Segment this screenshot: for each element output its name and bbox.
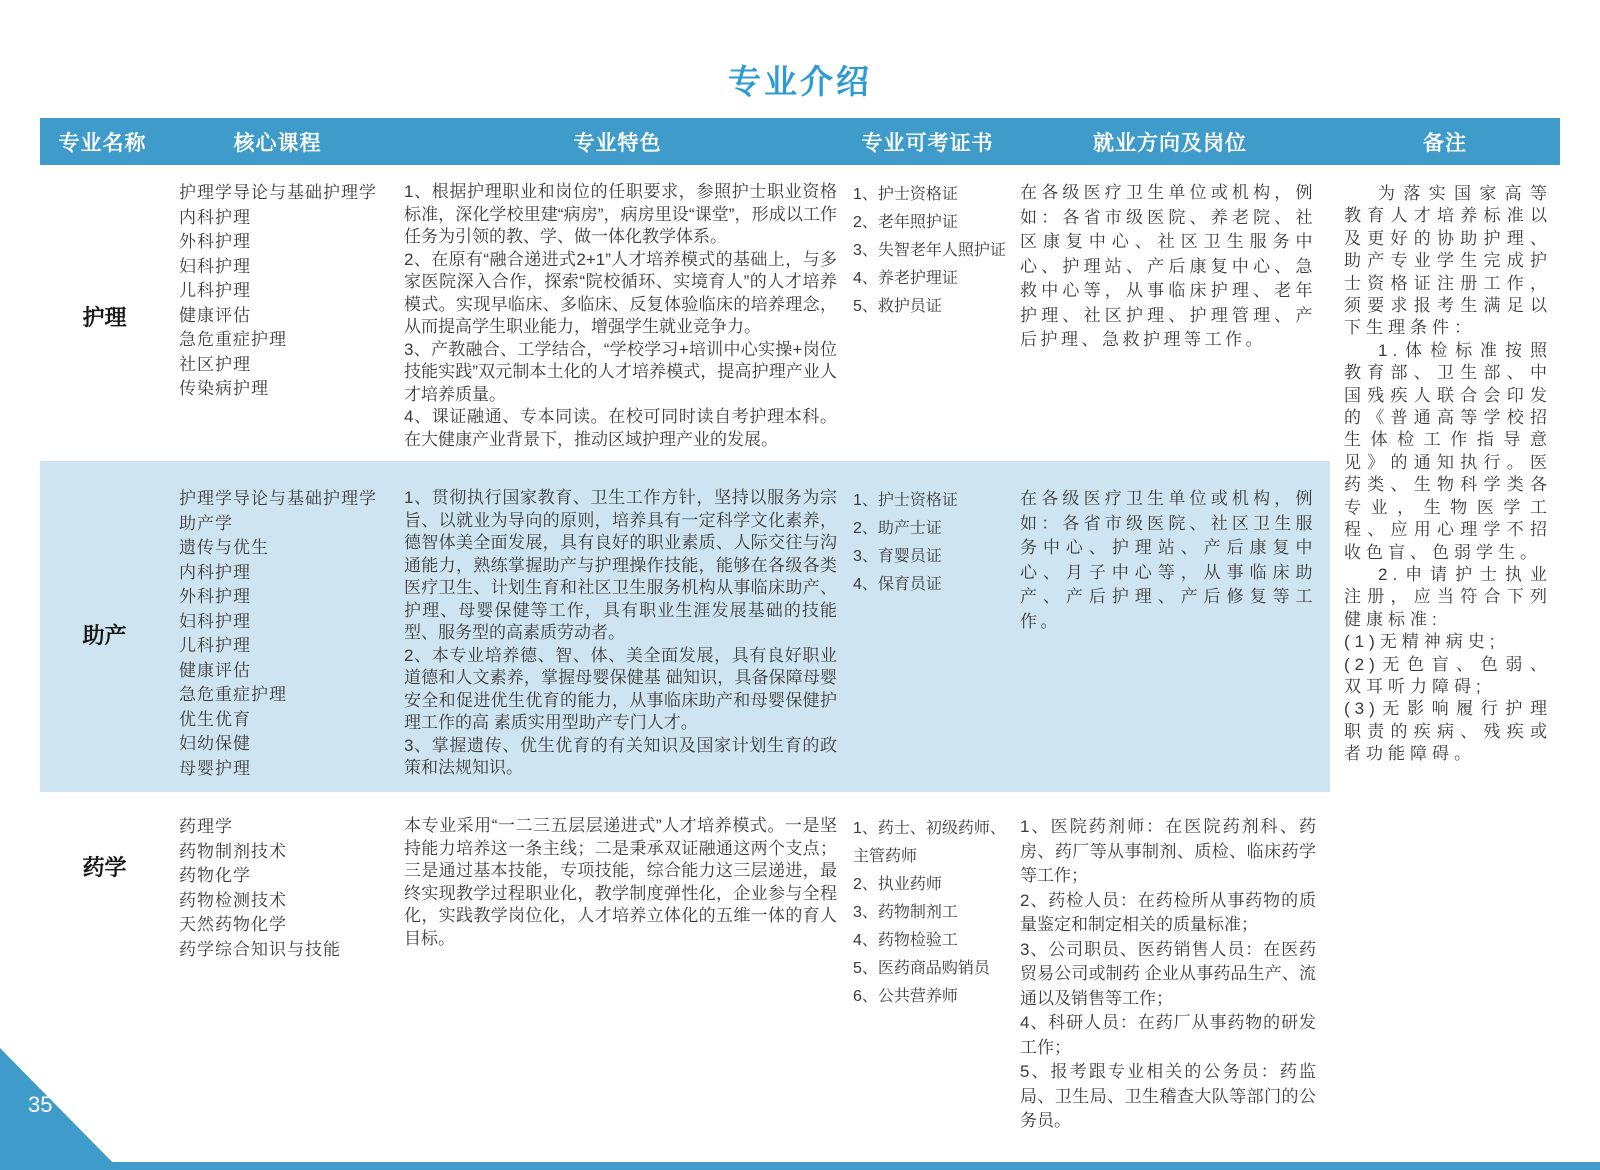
cell-pharmacy-features (390, 799, 845, 1144)
remark-paragraph: 为落实国家高等教育人才培养标准以及更好的协助护理、助产专业学生完成护士资格证注册工作，须要求报考生满足以下生理条件： (1344, 184, 1552, 338)
remark-paragraph: 1.体检标准按照教育部、卫生部、中国残疾人联合会印发的《普通高等学校招生体检工作指导意见》的通知执行。医药类、生物科学类各专业，生物医学工程、应用心理学不招收色盲、色弱学生。 (1344, 340, 1552, 562)
text-line: 儿科护理 (179, 281, 251, 300)
text-line: 3、公司职员、医药销售人员：在医药贸易公司或制药 企业从事药品生产、流通以及销售等工作； (1020, 939, 1316, 1008)
major-name-midwifery: 助产 (40, 461, 165, 799)
page-title: 专业介绍 (728, 63, 872, 100)
major-name-nursing: 护理 (40, 165, 165, 461)
text-line: 药理学 (179, 817, 233, 836)
text-line: 3、产教融合、工学结合，“学校学习+培训中心实操+岗位技能实践”双元制本土化的人才培养模式，提高护理产业人才培养质量。 (404, 339, 837, 404)
text-line: 3、掌握遗传、优生优育的有关知识及国家计划生育的政策和法规知识。 (404, 735, 837, 777)
text-line: 2、老年照护证 (853, 214, 958, 231)
text-line: 内科护理 (179, 562, 251, 582)
programs-table (40, 118, 1560, 1144)
cell-nursing-features (390, 165, 845, 461)
text-line: 6、公共营养师 (853, 988, 958, 1005)
text-line: 1、护士资格证 (853, 186, 958, 203)
cell-remark-empty (1330, 799, 1560, 1144)
text-line: 3、失智老年人照护证 (853, 242, 1006, 259)
text-line: 1、护士资格证 (853, 492, 958, 509)
text-line: 天然药物化学 (179, 915, 287, 934)
text-line: 急危重症护理 (179, 685, 287, 704)
text-line: 内科护理 (179, 207, 251, 227)
column-header-employment: 就业方向及岗位 (1010, 118, 1330, 165)
column-header-certificates: 专业可考证书 (845, 118, 1010, 165)
cell-midwifery-features (390, 461, 845, 799)
cell-midwifery-employment (1010, 461, 1330, 799)
text-line: 3、育婴员证 (853, 548, 942, 565)
text-line: 健康评估 (179, 305, 251, 325)
column-header-features: 专业特色 (390, 118, 845, 165)
remark-paragraph: (1)无精神病史; (1344, 632, 1500, 652)
text-line: 药学综合知识与技能 (179, 939, 341, 959)
text-line: 药物化学 (179, 866, 251, 885)
text-line: 儿科护理 (179, 636, 251, 655)
text-line: 在各级医疗卫生单位或机构，例如：各省市级医院、养老院、社区康复中心、社区卫生服务中心、护理站、产后康复中心、急救中心等，从事临床护理、老年护理、社区护理、护理管理、产后护理、急救护理等工作。 (1020, 183, 1316, 349)
text-line: 4、药物检验工 (853, 932, 958, 949)
cell-nursing-courses (165, 165, 390, 461)
text-line: 4、科研人员：在药厂从事药物的研发工作； (1020, 1013, 1316, 1057)
text-line: 外科护理 (179, 587, 251, 606)
column-header-core-courses: 核心课程 (165, 118, 390, 165)
text-line: 1、根据护理职业和岗位的任职要求，参照护士职业资格标准，深化学校里建“病房”，病房里设“课堂”，形成以工作任务为引领的教、学、做一体化教学体系。 (404, 182, 837, 246)
column-header-remark: 备注 (1330, 118, 1560, 165)
remark-paragraph: 2.申请护士执业注册，应当符合下列健康标准: (1344, 564, 1552, 629)
cell-midwifery-courses (165, 461, 390, 799)
text-line: 2、助产士证 (853, 520, 942, 537)
text-line: 5、报考跟专业相关的公务员：药监局、卫生局、卫生稽查大队等部门的公务员。 (1020, 1062, 1316, 1130)
text-line: 2、药检人员：在药检所从事药物的质量鉴定和制定相关的质量标准； (1020, 890, 1316, 934)
text-line: 药物检测技术 (179, 890, 287, 910)
text-line: 护理学导论与基础护理学 (179, 489, 377, 508)
text-line: 2、本专业培养德、智、体、美全面发展，具有良好职业道德和人文素养，掌握母婴保健基 础知识，具备保障母婴安全和促进优生优育的能力，从事临床助产和母婴保健护理工作的高 素质实用型助产专门人才。 (404, 645, 837, 732)
text-line: 妇科护理 (179, 256, 251, 276)
text-line: 4、保育员证 (853, 576, 942, 593)
text-line: 本专业采用“一二三五层层递进式”人才培养模式。一是坚持能力培养这一条主线；二是秉承双证融通这两个支点；三是通过基本技能，专项技能，综合能力这三层递进，最终实现教学过程职业化，教学制度弹性化，企业参与全程化，实践教学岗位化，人才培养立体化的五维一体的育人目标。 (404, 816, 837, 948)
text-line: 3、药物制剂工 (853, 904, 958, 921)
remark-paragraph: (2)无色盲、色弱、双耳听力障碍; (1344, 654, 1552, 696)
text-line: 药物制剂技术 (179, 841, 287, 861)
text-line: 护理学导论与基础护理学 (179, 183, 377, 202)
remark-paragraph: (3)无影响履行护理职责的疾病、残疾或者功能障碍。 (1344, 699, 1552, 764)
text-line: 母婴护理 (179, 758, 251, 778)
text-line: 优生优育 (179, 709, 251, 729)
text-line: 5、医药商品购销员 (853, 960, 990, 977)
cell-midwifery-certificates (845, 461, 1010, 799)
text-line: 健康评估 (179, 660, 251, 680)
text-line: 1、医院药剂师：在医院药剂科、药房、药厂等从事制剂、质检、临床药学等工作； (1020, 817, 1316, 885)
text-line: 4、课证融通、专本同读。在校可同时读自考护理本科。在大健康产业背景下，推动区域护理产业的发展。 (404, 407, 837, 449)
cell-pharmacy-certificates (845, 799, 1010, 1144)
text-line: 急危重症护理 (179, 330, 287, 349)
page-number: 35 (28, 1092, 53, 1117)
major-name-pharmacy: 药学 (40, 799, 165, 1144)
cell-remark (1330, 165, 1560, 799)
text-line: 在各级医疗卫生单位或机构，例如：各省市级医院、社区卫生服务中心、护理站、产后康复中心、月子中心等，从事临床助产、产后护理、产后修复等工作。 (1020, 489, 1316, 631)
cell-pharmacy-employment (1010, 799, 1330, 1144)
text-line: 2、在原有“融合递进式2+1”人才培养模式的基础上，与多家医院深入合作，探索“院校循环、实境育人”的人才培养模式。实现早临床、多临床、反复体验临床的培养理念，从而提高学生职业能力，增强学生就业竞争力。 (404, 249, 837, 336)
cell-nursing-certificates (845, 165, 1010, 461)
bottom-bar-decoration (0, 1162, 1600, 1170)
text-line: 妇幼保健 (179, 734, 251, 753)
text-line: 传染病护理 (179, 379, 269, 398)
text-line: 社区护理 (179, 354, 251, 374)
cell-pharmacy-courses (165, 799, 390, 1144)
text-line: 1、药士、初级药师、主管药师 (853, 820, 1006, 865)
text-line: 遗传与优生 (179, 538, 269, 557)
cell-nursing-employment (1010, 165, 1330, 461)
text-line: 1、贯彻执行国家教育、卫生工作方针，坚持以服务为宗旨、以就业为导向的原则，培养具有一定科学文化素养，德智体美全面发展，具有良好的职业素质、人际交往与沟通能力，熟练掌握助产与护理操作技能，能够在各级各类医疗卫生、计划生育和社区卫生服务机构从事临床助产、护理、母婴保健等工作，具有职业生涯发展基础的技能型、服务型的高素质劳动者。 (404, 488, 837, 642)
text-line: 外科护理 (179, 232, 251, 251)
text-line: 5、救护员证 (853, 298, 942, 315)
text-line: 妇科护理 (179, 611, 251, 631)
text-line: 4、养老护理证 (853, 270, 958, 287)
text-line: 助产学 (179, 513, 233, 533)
text-line: 2、执业药师 (853, 876, 942, 893)
column-header-major-name: 专业名称 (40, 118, 165, 165)
